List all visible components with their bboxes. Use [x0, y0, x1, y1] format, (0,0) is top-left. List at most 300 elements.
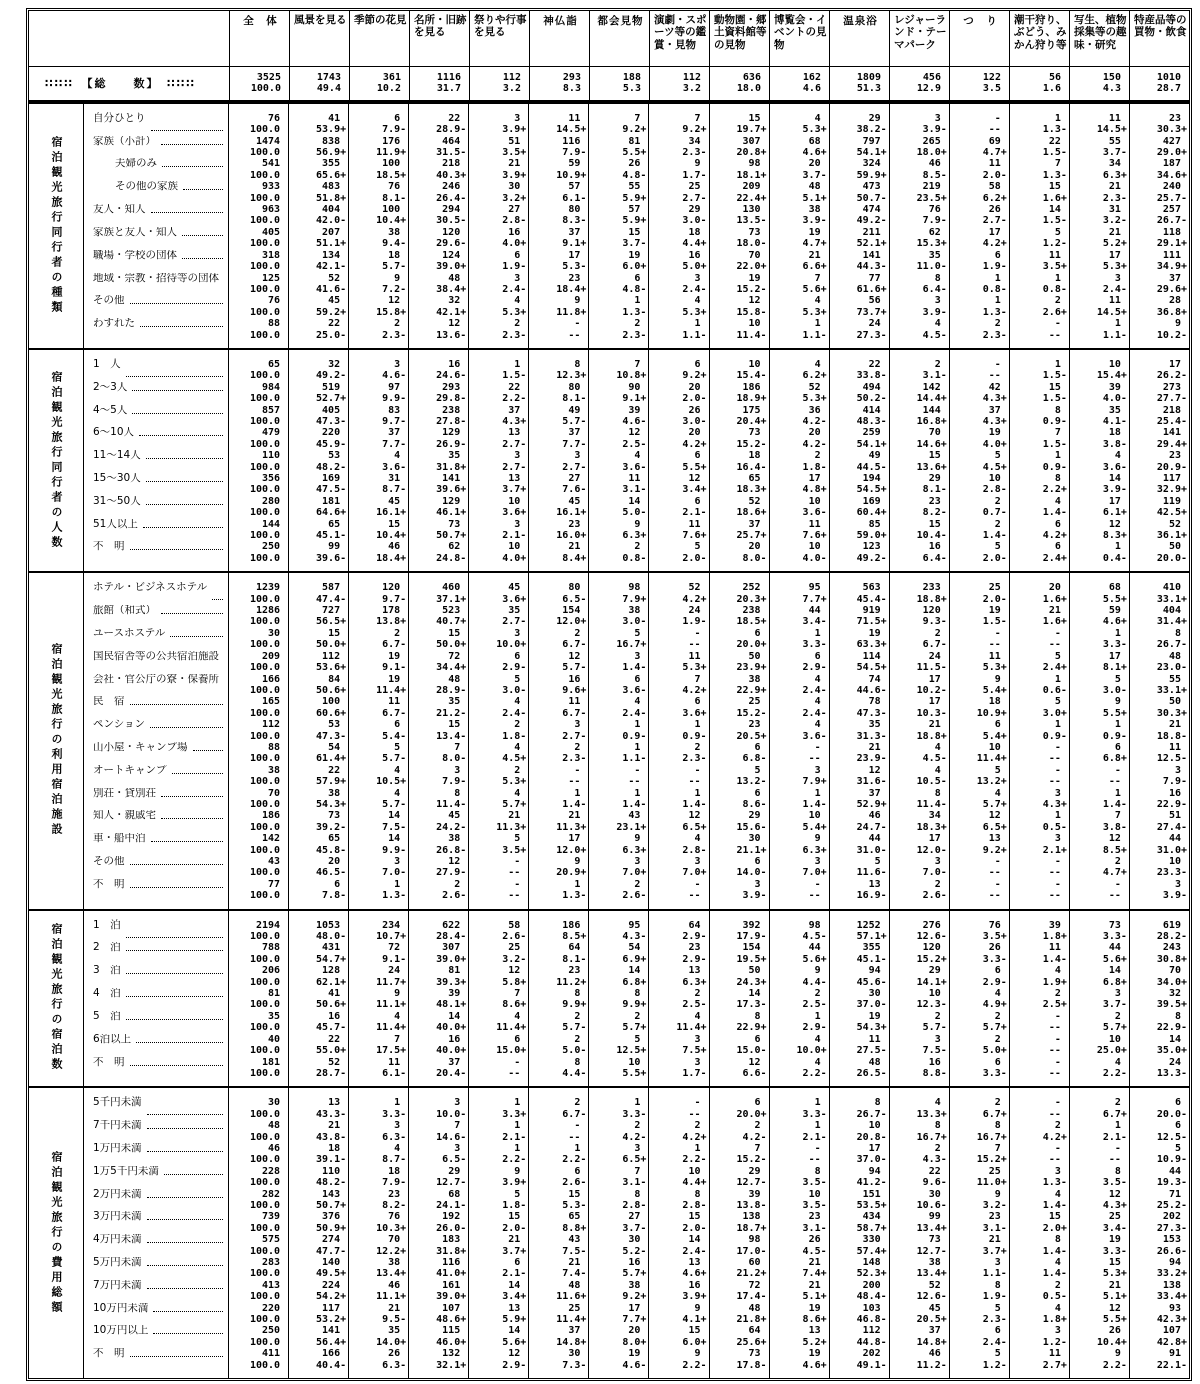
data-cell [709, 1011, 769, 1034]
percent-value: 3.6- [622, 684, 647, 696]
count-value: 12 [388, 295, 407, 307]
percent-value: 0.7- [982, 507, 1007, 519]
count-value: 4 [634, 450, 647, 462]
percent-value: -- [1048, 867, 1067, 879]
count-value: 6 [514, 1257, 527, 1268]
count-value: 10 [928, 988, 947, 1000]
count-value: 142 [261, 833, 287, 845]
count-value: 206 [261, 965, 287, 977]
count-value: 2 [634, 1010, 647, 1022]
count-value: 38 [628, 605, 647, 617]
data-cell [829, 651, 889, 674]
data-cell [769, 67, 829, 100]
count-value: 73 [748, 427, 767, 439]
data-cell [769, 427, 829, 450]
count-value: 64 [568, 942, 587, 954]
percent-value: -- [808, 890, 827, 902]
count-value: 1 [1054, 719, 1067, 731]
table-row [84, 742, 1189, 765]
data-cell [228, 719, 288, 742]
data-cell [889, 204, 949, 227]
percent-value: 12.2+ [376, 1245, 407, 1257]
count-value: 48 [1168, 650, 1187, 662]
percent-value: 2.9- [982, 976, 1007, 988]
data-cell [648, 227, 708, 250]
data-cell [588, 250, 648, 273]
data-cell [228, 136, 288, 159]
count-value: 13 [508, 1302, 527, 1314]
percent-value: 3.1- [922, 370, 947, 382]
percent-value: 7.9- [442, 776, 467, 788]
percent-value: 5.3+ [502, 776, 527, 788]
percent-value: 48.2- [316, 461, 347, 473]
percent-value: 16.0+ [556, 530, 587, 542]
count-value: 72 [448, 650, 467, 662]
count-value: 1 [694, 1142, 707, 1154]
count-value: 48 [448, 673, 467, 685]
data-cell [889, 382, 949, 405]
data-cell [228, 628, 288, 651]
count-value: 1 [814, 787, 827, 799]
data-cell [348, 1057, 408, 1087]
percent-value: 22.4+ [736, 192, 767, 204]
data-cell [288, 1280, 348, 1303]
header-row [29, 11, 1189, 67]
count-value: 2 [1054, 988, 1067, 1000]
percent-value: 2.4+ [1042, 662, 1067, 674]
count-value: 49 [568, 404, 587, 416]
count-value: 24 [688, 605, 707, 617]
row-label-text: 山小屋・キャンプ場 [93, 741, 188, 753]
count-value: 21 [1168, 719, 1187, 731]
count-value: 14 [508, 1279, 527, 1291]
percent-value: 8.5+ [1102, 844, 1127, 856]
percent-value: 9.5- [382, 1314, 407, 1326]
count-value: 15 [688, 1325, 707, 1337]
data-cell [528, 719, 588, 742]
count-value: 72 [388, 942, 407, 954]
data-cell [1009, 833, 1069, 856]
data-cell [769, 1325, 829, 1348]
percent-value: 12.5- [1156, 1131, 1187, 1143]
percent-value: 2.3- [982, 1314, 1007, 1326]
count-value: 99 [328, 541, 347, 553]
data-cell [1069, 696, 1129, 719]
data-cell [709, 450, 769, 473]
count-value: 8 [1174, 627, 1187, 639]
percent-value: 10.9+ [556, 169, 587, 181]
percent-value: 4.0+ [502, 238, 527, 250]
data-cell [709, 158, 769, 181]
row-label-text: 51人以上 [93, 518, 138, 530]
row-label-text: オートキャンプ [93, 764, 167, 776]
data-cell [288, 628, 348, 651]
count-value: 68 [1108, 582, 1127, 594]
count-value: 169 [322, 473, 347, 484]
percent-value: 9.6+ [562, 684, 587, 696]
count-value: 18 [988, 696, 1007, 708]
count-value: 4 [514, 741, 527, 753]
count-value: 788 [261, 942, 287, 954]
percent-value: 4.2- [622, 1131, 647, 1143]
count-value: 120 [382, 582, 407, 594]
data-cell [348, 104, 408, 136]
count-value: 5 [1054, 226, 1067, 238]
count-value: 587 [322, 582, 347, 594]
count-value: 9 [994, 1188, 1007, 1200]
data-cell [889, 605, 949, 628]
percent-value: 28.4- [436, 931, 467, 943]
leader-dots [126, 988, 223, 997]
data-cell [1009, 473, 1069, 496]
percent-value: 32.1+ [436, 1359, 467, 1371]
count-value: 4 [814, 1056, 827, 1068]
data-cell [1069, 1325, 1129, 1348]
count-value: 22 [868, 358, 887, 370]
count-value: 6 [994, 249, 1007, 261]
percent-value: 6.8- [742, 753, 767, 765]
data-cell [528, 1280, 588, 1303]
data-cell [1069, 519, 1129, 542]
table-row [84, 911, 1189, 943]
percent-value: -- [1048, 1045, 1067, 1057]
percent-value: 31.6- [856, 776, 887, 788]
percent-value: 4.3+ [502, 415, 527, 427]
data-cell [889, 427, 949, 450]
data-cell [648, 473, 708, 496]
percent-value: 63.3+ [856, 639, 887, 651]
percent-value: 24.7- [856, 821, 887, 833]
count-value: 73 [748, 1348, 767, 1360]
count-value: 50 [1168, 541, 1187, 553]
data-cell [1069, 1011, 1129, 1034]
count-value: 4 [514, 1010, 527, 1022]
percent-value: 25.7+ [736, 530, 767, 542]
count-value: 411 [261, 1348, 287, 1360]
count-value: 111 [1162, 249, 1187, 261]
percent-value: 27.9- [436, 867, 467, 879]
count-value: 65 [268, 358, 287, 370]
data-cell [468, 765, 528, 788]
data-cell [949, 942, 1009, 965]
count-value: 464 [442, 135, 467, 147]
column-header: レジャーランド・テーマパーク [889, 11, 949, 66]
percent-value: 8.8- [922, 1067, 947, 1079]
percent-value: 10.2 [376, 83, 407, 95]
count-value: 405 [322, 404, 347, 416]
count-value: 20 [808, 427, 827, 439]
row-label [84, 382, 228, 405]
data-cell [829, 1234, 889, 1257]
data-cell [1009, 158, 1069, 181]
data-cell [769, 1057, 829, 1087]
count-value: 14 [628, 495, 647, 507]
count-value: 55 [628, 181, 647, 193]
data-cell [408, 1348, 468, 1378]
count-value: - [694, 764, 707, 776]
data-cell [829, 719, 889, 742]
percent-value: 13.6+ [916, 461, 947, 473]
percent-value: 6.7- [922, 639, 947, 651]
data-cell [588, 519, 648, 542]
count-value: 29 [688, 204, 707, 216]
count-value: 1286 [255, 605, 287, 617]
percent-value: 30.3+ [1156, 707, 1187, 719]
percent-value: 2.4- [1102, 283, 1127, 295]
data-cell [288, 1234, 348, 1257]
data-cell [949, 450, 1009, 473]
percent-value: -- [1048, 890, 1067, 902]
percent-value: 17.0- [736, 1245, 767, 1257]
count-value: 1 [1114, 627, 1127, 639]
row-label [84, 318, 228, 348]
data-cell [228, 318, 288, 348]
table-row [84, 810, 1189, 833]
percent-value: -- [508, 867, 527, 879]
count-value: 1053 [316, 919, 347, 931]
data-cell [468, 318, 528, 348]
row-label [84, 1034, 228, 1057]
data-cell [588, 1257, 648, 1280]
data-cell [949, 674, 1009, 697]
percent-value: 3.8- [1102, 438, 1127, 450]
leader-dots [161, 810, 223, 819]
percent-value: 7.9- [382, 124, 407, 136]
data-cell [408, 605, 468, 628]
data-cell [588, 719, 648, 742]
percent-value: 7.0- [922, 867, 947, 879]
data-cell [709, 879, 769, 909]
percent-value: 3.5+ [502, 844, 527, 856]
data-cell [1069, 204, 1129, 227]
percent-value: 39.3+ [436, 976, 467, 988]
count-value: 12 [688, 473, 707, 484]
percent-value: 4.2- [742, 1131, 767, 1143]
percent-value: 6.1+ [1102, 507, 1127, 519]
percent-value: 45.6- [856, 976, 887, 988]
count-value: 283 [261, 1257, 287, 1268]
row-label-text: 自分ひとり [93, 111, 146, 124]
percent-value: 3.6- [622, 461, 647, 473]
count-value: 25 [568, 1302, 587, 1314]
percent-value: 58.7+ [856, 1222, 887, 1234]
data-cell [949, 573, 1009, 605]
count-value: 19 [988, 605, 1007, 617]
data-cell [889, 573, 949, 605]
data-cell [468, 988, 528, 1011]
section-body [84, 350, 1189, 571]
count-value: 3 [754, 878, 767, 890]
data-cell [1009, 136, 1069, 159]
percent-value: 2.8- [982, 484, 1007, 496]
data-cell [1129, 911, 1189, 943]
data-cell [1129, 1348, 1189, 1378]
count-value: 15 [928, 518, 947, 530]
row-label [84, 273, 228, 296]
data-cell [348, 519, 408, 542]
count-value: 19 [808, 226, 827, 238]
row-label-text: 7万円未満 [93, 1279, 142, 1291]
data-cell [288, 181, 348, 204]
data-cell [228, 1034, 288, 1057]
percent-value: 100.0 [249, 867, 287, 879]
percent-value: 5.3+ [502, 306, 527, 318]
data-cell [889, 1280, 949, 1303]
data-cell [288, 473, 348, 496]
data-cell [288, 350, 348, 382]
percent-value: 48.3- [856, 415, 887, 427]
data-cell [408, 136, 468, 159]
data-cell [288, 541, 348, 571]
count-value: 117 [322, 1302, 347, 1314]
count-value: 117 [1162, 473, 1187, 484]
data-cell [408, 1011, 468, 1034]
percent-value: 50.7- [856, 192, 887, 204]
data-cell [709, 833, 769, 856]
percent-value: 18.1+ [736, 169, 767, 181]
count-value: 3 [574, 450, 587, 462]
data-cell [288, 273, 348, 296]
data-cell [949, 158, 1009, 181]
count-value: 41 [328, 988, 347, 1000]
count-value: 3 [634, 650, 647, 662]
percent-value: 18.5+ [376, 169, 407, 181]
count-value: 3 [1114, 272, 1127, 284]
percent-value: 1.1- [982, 1268, 1007, 1280]
column-header: 全 体 [229, 11, 289, 66]
data-cell [769, 104, 829, 136]
data-cell [468, 1120, 528, 1143]
percent-value: 5.7- [562, 1022, 587, 1034]
percent-value: 3.0- [682, 215, 707, 227]
percent-value: 1.4- [622, 662, 647, 674]
count-value: 3 [394, 358, 407, 370]
data-cell [949, 227, 1009, 250]
table-row [84, 879, 1189, 909]
table-row [84, 674, 1189, 697]
percent-value: 100.0 [249, 684, 287, 696]
percent-value: 1.3- [982, 306, 1007, 318]
data-cell [348, 1034, 408, 1057]
percent-value: -- [988, 890, 1007, 902]
percent-value: 10.7+ [376, 931, 407, 943]
percent-value: 18.5+ [736, 616, 767, 628]
count-value: 29 [928, 965, 947, 977]
percent-value: 4.3+ [1102, 1199, 1127, 1211]
percent-value: 100.0 [249, 1222, 287, 1234]
data-cell [528, 1120, 588, 1143]
data-cell [1069, 833, 1129, 856]
count-value: 16 [508, 226, 527, 238]
count-value: 3 [814, 764, 827, 776]
percent-value: 14.6+ [916, 438, 947, 450]
data-cell [348, 942, 408, 965]
data-cell [1009, 318, 1069, 348]
percent-value: 32.9+ [1156, 484, 1187, 496]
percent-value: 13.5- [736, 215, 767, 227]
data-cell [1069, 67, 1129, 100]
count-value: 19 [868, 627, 887, 639]
data-cell [1129, 651, 1189, 674]
total-label: ∷∷∷ 【総 数】 ∷∷∷ [45, 77, 196, 91]
count-value: 293 [442, 381, 467, 393]
data-cell [949, 1325, 1009, 1348]
row-label-text: 31～50人 [93, 495, 141, 507]
percent-value: 17.5+ [376, 1045, 407, 1057]
data-cell [769, 856, 829, 879]
row-label-text: 不 明 [93, 1056, 125, 1068]
percent-value: 3.8- [1102, 821, 1127, 833]
percent-value: 1.4- [802, 798, 827, 810]
data-cell [829, 696, 889, 719]
table-row [84, 719, 1189, 742]
percent-value: 3.7- [1102, 147, 1127, 159]
count-value: 81 [628, 135, 647, 147]
count-value: 52 [1168, 518, 1187, 530]
data-cell [949, 696, 1009, 719]
data-cell [348, 988, 408, 1011]
data-cell [1129, 628, 1189, 651]
percent-value: 18.0- [736, 238, 767, 250]
percent-value: 100.0 [249, 192, 287, 204]
count-value: 54 [628, 942, 647, 954]
count-value: 14 [1048, 204, 1067, 216]
data-cell [949, 1120, 1009, 1143]
section-body [84, 104, 1189, 348]
count-value: 129 [442, 495, 467, 507]
percent-value: 1.4- [1042, 507, 1067, 519]
count-value: 15 [1108, 1257, 1127, 1268]
data-cell [709, 1166, 769, 1189]
data-cell [228, 382, 288, 405]
count-value: 8 [1174, 1010, 1187, 1022]
count-value: 186 [742, 381, 767, 393]
count-value: 2 [394, 318, 407, 330]
count-value: 80 [568, 204, 587, 216]
count-value: 11 [388, 1056, 407, 1068]
count-value: 112 [322, 650, 347, 662]
count-value: 10 [808, 541, 827, 553]
percent-value: 3.7+ [502, 484, 527, 496]
row-label-text: わすれた [93, 318, 135, 330]
data-cell [1129, 1088, 1189, 1120]
count-value: 43 [628, 810, 647, 822]
count-value: 4 [934, 1097, 947, 1109]
percent-value: 2.5- [682, 999, 707, 1011]
data-cell [348, 965, 408, 988]
data-cell [468, 1143, 528, 1166]
data-cell [829, 911, 889, 943]
data-cell [1129, 158, 1189, 181]
percent-value: 6.3+ [802, 844, 827, 856]
leader-dots [147, 1257, 223, 1266]
percent-value: 51.1+ [316, 238, 347, 250]
column-header: 潮干狩り、ぶどう、みかん狩り等 [1009, 11, 1069, 66]
count-value: 6 [994, 1056, 1007, 1068]
count-value: 80 [568, 582, 587, 594]
data-cell [588, 879, 648, 909]
percent-value: 4.6+ [802, 147, 827, 159]
percent-value: 3.4- [1102, 1222, 1127, 1234]
percent-value: 18.8+ [916, 593, 947, 605]
data-cell [228, 742, 288, 765]
percent-value: 2.0- [682, 393, 707, 405]
data-cell [648, 573, 708, 605]
count-value: 410 [1162, 582, 1187, 594]
count-value: - [514, 856, 527, 867]
percent-value: 1.8+ [1042, 1314, 1067, 1326]
count-value: 25 [988, 582, 1007, 594]
